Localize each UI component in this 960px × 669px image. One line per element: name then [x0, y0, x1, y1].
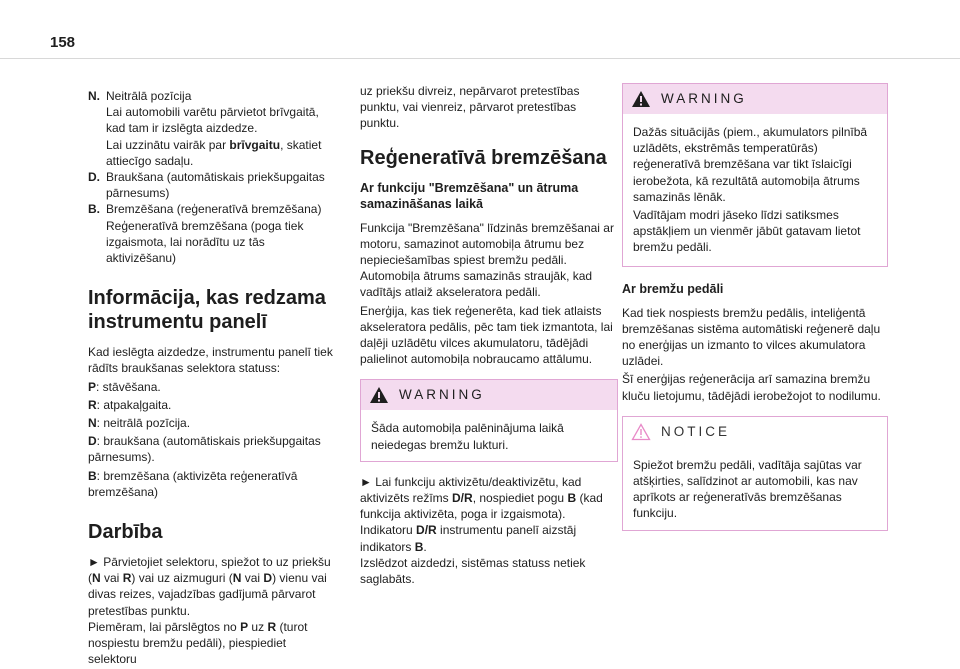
- notice-title: NOTICE: [661, 423, 731, 439]
- regen-paragraph-2: Enerģija, kas tiek reģenerēta, kad tiek atlaists akseleratora pedālis, pēc tam tiek izmantota, lai daļēji uzlādētu vilces akumulatoru, tādējādi palielinot automobiļa nobraucamo attālumu.: [360, 303, 613, 367]
- definition-d: [88, 169, 338, 201]
- info-intro: Kad ieslēgta aizdedze, instrumentu panelī tiek rādīts braukšanas selektora statuss:: [88, 345, 333, 376]
- page-number: 158: [50, 34, 76, 51]
- warning-icon: [631, 90, 651, 108]
- definition-text: Lai automobili varētu pārvietot brīvgaitā, kad tam ir izslēgta aizdedze.: [106, 105, 319, 136]
- notice-text: Spiežot bremžu pedāli, vadītāja sajūtas var atšķirties, salīdzinot ar automobili, kas nav aprīkots ar reģeneratīvās bremzēšanas funkciju.: [633, 457, 862, 521]
- definition-key: N.: [88, 89, 100, 103]
- warning-box: [622, 83, 888, 267]
- column-2: [360, 83, 618, 589]
- operation-text: ► Pārvietojiet selektoru, spiežot to uz priekšu (N vai R) vai uz aizmuguri (N vai D) vienu vai divas reizes, vajadzības gadījumā pārvarot pretestības punktu. Piemēram, lai pārslēgtos no P uz R (turot nospiestu bremžu pedāli), piespiediet selektoru: [88, 555, 331, 667]
- definition-text: Bremzēšana (reģeneratīvā bremzēšana) Reģeneratīvā bremzēšana (poga tiek izgaismota, lai norādītu uz tās aktivizēšanu): [106, 202, 322, 266]
- status-n: N: neitrālā pozīcija.: [88, 416, 191, 431]
- column-1: [88, 88, 338, 669]
- subheading-brake-pedal: Ar bremžu pedāli: [622, 281, 724, 296]
- warning-header: [623, 84, 887, 114]
- notice-box: [622, 416, 888, 531]
- warning-text: Dažās situācijās (piem., akumulators pilnībā uzlādēts, ekstrēmās temperatūrās) reģeneratīvā bremzēšana var tikt īslaicīgi ierobežota, kā rezultātā automobiļa ātrums samazinās lēnāk.: [633, 125, 868, 204]
- warning-text: Vadītājam modri jāseko līdzi satiksmes apstākļiem un vienmēr jābūt gatavam lietot bremžu pedāli.: [633, 208, 861, 255]
- warning-title: WARNING: [399, 387, 485, 403]
- definition-text: Braukšana (automātiskais priekšupgaitas pārnesums): [106, 170, 325, 201]
- status-b: B: bremzēšana (aktivizēta reģeneratīvā bremzēšana): [88, 468, 298, 499]
- warning-text: Šāda automobiļa palēninājuma laikā neiedegas bremžu lukturi.: [371, 421, 564, 452]
- definition-b: [88, 201, 338, 266]
- brake-paragraph-1: Kad tiek nospiests bremžu pedālis, inteliģentā bremzēšanas sistēma automātiski reģenerē daļu no enerģijas un izmanto to vilces akumulatora uzlādei.: [622, 305, 881, 369]
- top-divider: [0, 58, 960, 59]
- definition-key: B.: [88, 202, 100, 217]
- regen-paragraph-1: Funkcija "Bremzēšana" līdzinās bremzēšanai ar motoru, samazinot automobiļa ātrumu bez nepieciešamības spiest bremžu pedāli. Automobiļa ātrums samazinās straujāk, kad vadītājs atlaiž akseleratora pedāli.: [360, 220, 614, 300]
- status-r: R: atpakaļgaita.: [88, 397, 172, 412]
- definition-title: Neitrālā pozīcija: [106, 89, 192, 103]
- notice-header: [623, 417, 887, 447]
- definition-key: D.: [88, 170, 100, 185]
- warning-header: [361, 380, 617, 410]
- subheading-braking: Ar funkciju "Bremzēšana" un ātruma samazināšanas laikā: [360, 180, 579, 211]
- status-p: P: stāvēšana.: [88, 379, 161, 394]
- brake-paragraph-2: Šī enerģijas reģenerācija arī samazina bremžu kluču lietojumu, tādējādi ierobežojot to nodilumu.: [622, 372, 881, 403]
- section-heading-operation: Darbība: [88, 521, 163, 544]
- column-3: [622, 83, 890, 531]
- warning-icon: [369, 386, 389, 404]
- notice-icon: [631, 423, 651, 441]
- section-heading-regen: Reģeneratīvā bremzēšana: [360, 146, 607, 169]
- status-d: D: braukšana (automātiskais priekšupgaitas pārnesums).: [88, 434, 321, 465]
- operation-continued: uz priekšu divreiz, nepārvarot pretestības punktu, vai vienreiz, pārvarot pretestības punktu.: [360, 84, 580, 131]
- definition-n: N. Neitrālā pozīcija Lai automobili varētu pārvietot brīvgaitā, kad tam ir izslēgta aizdedze. Lai uzzinātu vairāk par brīvgaitu, skatiet attiecīgo sadaļu.: [88, 89, 322, 168]
- warning-box: [360, 379, 618, 461]
- section-heading-info: Informācija, kas redzama instrumentu panelī: [88, 287, 326, 334]
- regen-operation: ► Lai funkciju aktivizētu/deaktivizētu, kad aktivizēts režīms D/R, nospiediet pogu B (kad funkcija aktivizēta, poga ir izgaismota). Indikatoru D/R instrumentu panelī aizstāj indikators B. Izslēdzot aizdedzi, sistēmas statuss netiek saglabāts.: [360, 474, 603, 587]
- warning-title: WARNING: [661, 90, 747, 106]
